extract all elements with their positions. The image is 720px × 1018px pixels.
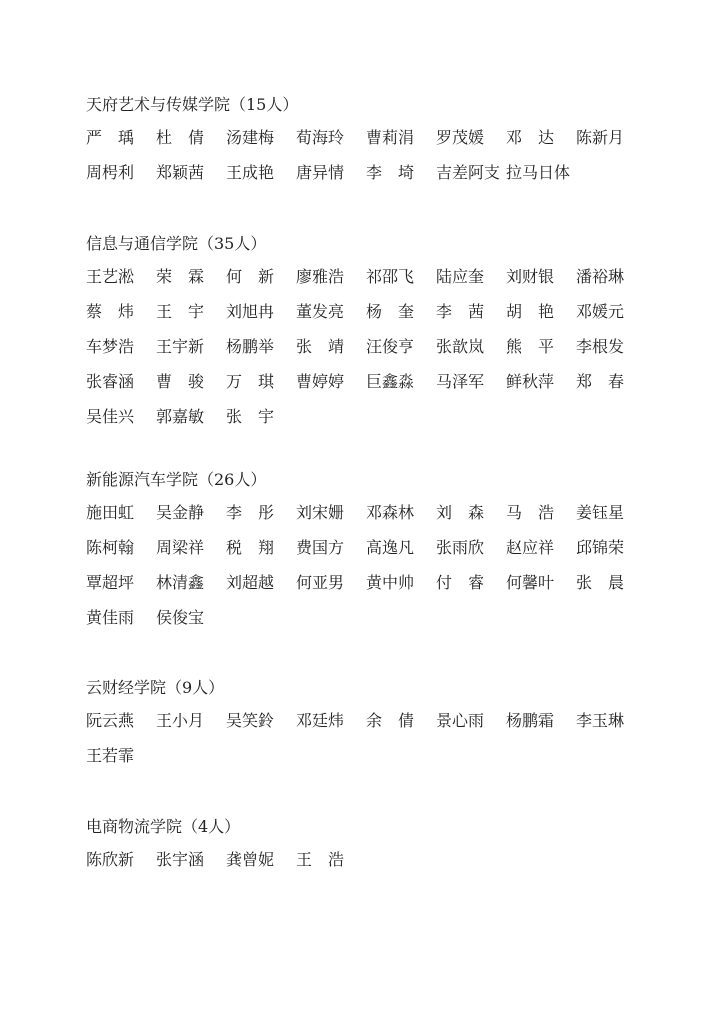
name-entry: 周枵利 (86, 163, 135, 182)
name-entry: 蔡 炜 (86, 302, 135, 321)
section-info-comm (86, 229, 646, 434)
name-entry: 黄佳雨 (86, 608, 135, 627)
name-entry: 胡 艳 (506, 302, 555, 321)
name-entry: 施田虹 (86, 503, 135, 522)
name-entry: 刘旭冉 (226, 302, 275, 321)
name-entry: 荣 霖 (156, 267, 205, 286)
name-entry: 荀海玲 (296, 128, 345, 147)
name-entry: 吴佳兴 (86, 407, 135, 426)
section-heading: 新能源汽车学院（26人） (86, 470, 267, 489)
name-entry: 曹莉涓 (366, 128, 415, 147)
name-entry: 汪俊亨 (366, 337, 415, 356)
name-entry: 王小月 (156, 711, 205, 730)
name-entry: 刘 森 (436, 503, 485, 522)
name-entry: 郑颖茜 (156, 163, 205, 182)
name-entry: 赵应祥 (506, 538, 555, 557)
name-entry: 邓廷炜 (296, 711, 345, 730)
name-entry: 陈欣新 (86, 850, 135, 869)
name-entry: 陆应奎 (436, 267, 485, 286)
name-entry: 黄中帅 (366, 573, 415, 592)
name-entry: 杨 奎 (366, 302, 415, 321)
name-entry: 王成艳 (226, 163, 275, 182)
name-entry: 汤建梅 (226, 128, 275, 147)
name-entry: 吴笑鈴 (226, 711, 275, 730)
name-entry: 严 瑀 (86, 128, 135, 147)
name-entry: 巨鑫淼 (366, 372, 415, 391)
section-arts-media (86, 90, 646, 190)
name-entry: 刘财银 (506, 267, 555, 286)
name-entry: 侯俊宝 (156, 608, 205, 627)
name-entry: 鲜秋萍 (506, 372, 555, 391)
section-heading: 信息与通信学院（35人） (86, 234, 267, 253)
section-heading: 天府艺术与传媒学院（15人） (86, 95, 299, 114)
name-entry: 杨鹏霜 (506, 711, 555, 730)
name-entry: 张歆岚 (436, 337, 485, 356)
name-entry: 龚曾妮 (226, 850, 275, 869)
name-entry: 张 晨 (576, 573, 625, 592)
name-entry: 唐异情 (296, 163, 345, 182)
name-list (86, 495, 646, 635)
name-entry: 张雨欣 (436, 538, 485, 557)
name-entry: 拉马日体 (506, 163, 571, 182)
name-entry: 邓媛元 (576, 302, 625, 321)
section-ecommerce-logistics (86, 812, 646, 877)
name-entry: 李玉琳 (576, 711, 625, 730)
name-list (86, 259, 646, 434)
name-entry: 吴金静 (156, 503, 205, 522)
name-entry: 李 茜 (436, 302, 485, 321)
name-entry: 税 翔 (226, 538, 275, 557)
name-entry: 高逸凡 (366, 538, 415, 557)
name-entry: 费国方 (296, 538, 345, 557)
name-entry: 余 倩 (366, 711, 415, 730)
name-entry: 周梁祥 (156, 538, 205, 557)
name-entry: 王艺淞 (86, 267, 135, 286)
section-cloud-finance (86, 673, 646, 773)
name-entry: 杨鹏举 (226, 337, 275, 356)
name-entry: 付 睿 (436, 573, 485, 592)
name-entry: 王宇新 (156, 337, 205, 356)
name-entry: 马 浩 (506, 503, 555, 522)
name-entry: 郭嘉敏 (156, 407, 205, 426)
name-entry: 曹 骏 (156, 372, 205, 391)
name-entry: 王 宇 (156, 302, 205, 321)
name-entry: 王 浩 (296, 850, 345, 869)
name-entry: 何馨叶 (506, 573, 555, 592)
name-entry: 熊 平 (506, 337, 555, 356)
name-entry: 董发亮 (296, 302, 345, 321)
name-entry: 万 琪 (226, 372, 275, 391)
name-list (86, 703, 646, 773)
name-entry: 张 靖 (296, 337, 345, 356)
name-entry: 马泽军 (436, 372, 485, 391)
name-entry: 何 新 (226, 267, 275, 286)
name-entry: 李 彤 (226, 503, 275, 522)
section-new-energy-auto (86, 465, 646, 635)
name-list (86, 842, 646, 877)
name-entry: 覃超坪 (86, 573, 135, 592)
name-entry: 李根发 (576, 337, 625, 356)
name-entry: 杜 倩 (156, 128, 205, 147)
name-entry: 曹婷婷 (296, 372, 345, 391)
name-entry: 邱锦荣 (576, 538, 625, 557)
name-entry: 张 宇 (226, 407, 275, 426)
name-entry: 车梦浩 (86, 337, 135, 356)
name-entry: 张睿涵 (86, 372, 135, 391)
name-entry: 潘裕琳 (576, 267, 625, 286)
name-entry: 祁邵飞 (366, 267, 415, 286)
name-list (86, 120, 646, 190)
name-entry: 邓森林 (366, 503, 415, 522)
name-entry: 李 埼 (366, 163, 415, 182)
name-entry: 陈新月 (576, 128, 625, 147)
name-entry: 王若霏 (86, 746, 135, 765)
name-entry: 刘宋姗 (296, 503, 345, 522)
section-heading: 云财经学院（9人） (86, 678, 225, 697)
section-heading: 电商物流学院（4人） (86, 817, 241, 836)
name-entry: 张宇涵 (156, 850, 205, 869)
name-entry: 陈柯翰 (86, 538, 135, 557)
name-entry: 郑 春 (576, 372, 625, 391)
name-entry: 林清鑫 (156, 573, 205, 592)
name-entry: 吉差阿支 (436, 163, 501, 182)
name-entry: 罗茂媛 (436, 128, 485, 147)
name-entry: 邓 达 (506, 128, 555, 147)
name-entry: 阮云燕 (86, 711, 135, 730)
name-entry: 姜钰星 (576, 503, 625, 522)
name-entry: 廖雅浩 (296, 267, 345, 286)
name-entry: 何亚男 (296, 573, 345, 592)
name-entry: 刘超越 (226, 573, 275, 592)
name-entry: 景心雨 (436, 711, 485, 730)
